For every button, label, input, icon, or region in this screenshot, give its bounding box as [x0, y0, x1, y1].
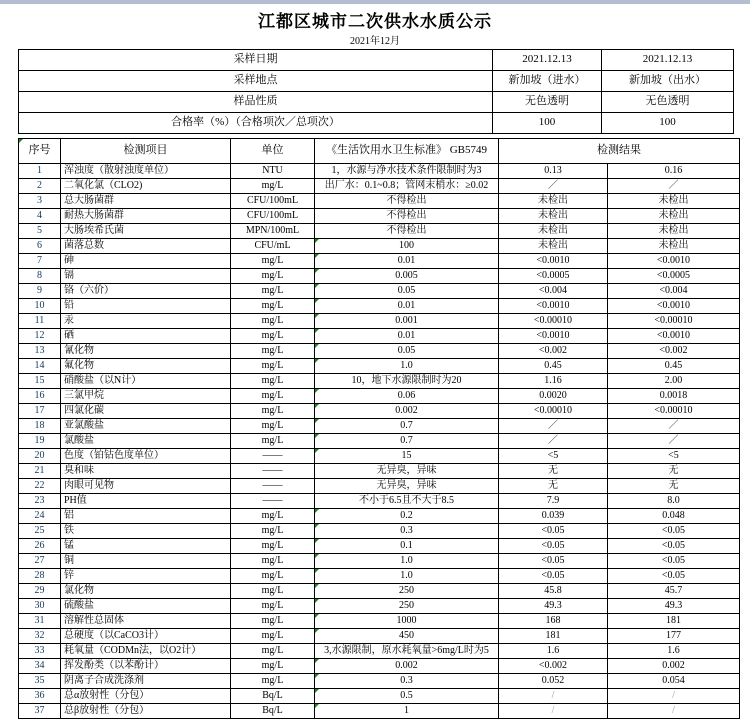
unit-cell: CFU/100mL — [231, 194, 315, 209]
item-name-cell: 肉眼可见物 — [61, 479, 231, 494]
info-value-inlet: 无色透明 — [493, 92, 602, 113]
row-number-cell: 20 — [19, 449, 61, 464]
result-outlet-cell: 45.7 — [608, 584, 740, 599]
unit-cell: mg/L — [231, 539, 315, 554]
result-inlet-cell: <0.00010 — [499, 404, 608, 419]
row-number-cell: 10 — [19, 299, 61, 314]
table-row — [19, 344, 740, 359]
table-row — [19, 164, 740, 179]
sample-info-table — [18, 49, 734, 134]
table-row — [19, 434, 740, 449]
result-outlet-cell: <0.05 — [608, 554, 740, 569]
standard-cell: 0.7 — [315, 419, 499, 434]
header-test-result: 检测结果 — [499, 139, 740, 164]
result-inlet-cell: 0.039 — [499, 509, 608, 524]
result-inlet-cell: <0.05 — [499, 539, 608, 554]
item-name-cell: 总α放射性（分包） — [61, 689, 231, 704]
standard-cell: 1 — [315, 704, 499, 719]
result-outlet-cell: 未检出 — [608, 239, 740, 254]
table-row — [19, 659, 740, 674]
item-name-cell: 耐热大肠菌群 — [61, 209, 231, 224]
standard-cell: 450 — [315, 629, 499, 644]
unit-cell: mg/L — [231, 344, 315, 359]
result-outlet-cell: ／ — [608, 434, 740, 449]
standard-cell: 出厂水：0.1~0.8；管网末梢水：≥0.02 — [315, 179, 499, 194]
result-inlet-cell: 1.16 — [499, 374, 608, 389]
item-name-cell: 氟化物 — [61, 359, 231, 374]
result-outlet-cell: 无 — [608, 464, 740, 479]
result-inlet-cell: 无 — [499, 479, 608, 494]
result-outlet-cell: <0.05 — [608, 524, 740, 539]
standard-cell: 1.0 — [315, 569, 499, 584]
item-name-cell: 四氯化碳 — [61, 404, 231, 419]
unit-cell: mg/L — [231, 584, 315, 599]
table-row — [19, 254, 740, 269]
table-row — [19, 329, 740, 344]
result-outlet-cell: 2.00 — [608, 374, 740, 389]
info-label: 合格率（%）（合格项次／总项次） — [19, 113, 493, 134]
result-outlet-cell: <0.00010 — [608, 314, 740, 329]
result-outlet-cell: 8.0 — [608, 494, 740, 509]
unit-cell: mg/L — [231, 674, 315, 689]
result-outlet-cell: <0.002 — [608, 344, 740, 359]
table-row — [19, 284, 740, 299]
result-inlet-cell: <0.0010 — [499, 254, 608, 269]
standard-cell: 10，地下水源限制时为20 — [315, 374, 499, 389]
row-number-cell: 8 — [19, 269, 61, 284]
standard-cell: 0.3 — [315, 674, 499, 689]
standard-cell: 无异臭，异味 — [315, 464, 499, 479]
result-inlet-cell: <0.05 — [499, 524, 608, 539]
standard-cell: 0.05 — [315, 284, 499, 299]
result-outlet-cell: <0.0010 — [608, 329, 740, 344]
row-number-cell: 4 — [19, 209, 61, 224]
item-name-cell: 总大肠菌群 — [61, 194, 231, 209]
row-number-cell: 6 — [19, 239, 61, 254]
result-outlet-cell: <0.0010 — [608, 299, 740, 314]
test-results-table — [18, 138, 740, 719]
table-row — [19, 374, 740, 389]
row-number-cell: 30 — [19, 599, 61, 614]
result-inlet-cell: / — [499, 689, 608, 704]
row-number-cell: 33 — [19, 644, 61, 659]
item-name-cell: 溶解性总固体 — [61, 614, 231, 629]
standard-cell: 1.0 — [315, 359, 499, 374]
unit-cell: —— — [231, 464, 315, 479]
result-inlet-cell: <0.004 — [499, 284, 608, 299]
table-row — [19, 524, 740, 539]
result-inlet-cell: 0.13 — [499, 164, 608, 179]
info-label: 采样日期 — [19, 50, 493, 71]
unit-cell: mg/L — [231, 404, 315, 419]
result-inlet-cell: 未检出 — [499, 224, 608, 239]
item-name-cell: 氰化物 — [61, 344, 231, 359]
unit-cell: —— — [231, 449, 315, 464]
table-row — [19, 629, 740, 644]
item-name-cell: 硝酸盐（以N计） — [61, 374, 231, 389]
standard-cell: 0.001 — [315, 314, 499, 329]
result-inlet-cell: ／ — [499, 179, 608, 194]
result-outlet-cell: <0.05 — [608, 569, 740, 584]
table-row — [19, 674, 740, 689]
info-row-sample-date — [19, 50, 734, 71]
row-number-cell: 34 — [19, 659, 61, 674]
result-outlet-cell: 177 — [608, 629, 740, 644]
page-subtitle: 2021年12月 — [350, 36, 400, 47]
unit-cell: mg/L — [231, 359, 315, 374]
item-name-cell: 色度（铂钴色度单位） — [61, 449, 231, 464]
item-name-cell: 镉 — [61, 269, 231, 284]
row-number-cell: 2 — [19, 179, 61, 194]
row-number-cell: 36 — [19, 689, 61, 704]
table-row — [19, 449, 740, 464]
standard-cell: 0.3 — [315, 524, 499, 539]
standard-cell: 0.01 — [315, 329, 499, 344]
unit-cell: NTU — [231, 164, 315, 179]
unit-cell: mg/L — [231, 524, 315, 539]
item-name-cell: 铁 — [61, 524, 231, 539]
result-outlet-cell: <0.0010 — [608, 254, 740, 269]
result-outlet-cell: 1.6 — [608, 644, 740, 659]
unit-cell: CFU/100mL — [231, 209, 315, 224]
standard-cell: 3,水源限制，原水耗氧量>6mg/L时为5 — [315, 644, 499, 659]
item-name-cell: 浑浊度（散射浊度单位） — [61, 164, 231, 179]
result-outlet-cell: ／ — [608, 179, 740, 194]
result-inlet-cell: <0.002 — [499, 659, 608, 674]
info-row-sample-location — [19, 71, 734, 92]
result-outlet-cell: 0.002 — [608, 659, 740, 674]
result-inlet-cell: 0.45 — [499, 359, 608, 374]
main-table-body — [19, 139, 740, 719]
result-outlet-cell: 0.048 — [608, 509, 740, 524]
result-outlet-cell: 0.16 — [608, 164, 740, 179]
standard-cell: 0.002 — [315, 404, 499, 419]
table-row — [19, 554, 740, 569]
row-number-cell: 22 — [19, 479, 61, 494]
result-inlet-cell: 168 — [499, 614, 608, 629]
item-name-cell: 耗氧量（CODMn法，以O2计） — [61, 644, 231, 659]
unit-cell: mg/L — [231, 314, 315, 329]
result-outlet-cell: 49.3 — [608, 599, 740, 614]
table-row — [19, 494, 740, 509]
row-number-cell: 12 — [19, 329, 61, 344]
table-row — [19, 704, 740, 719]
standard-cell: 0.005 — [315, 269, 499, 284]
table-row — [19, 644, 740, 659]
result-inlet-cell: 7.9 — [499, 494, 608, 509]
table-row — [19, 464, 740, 479]
item-name-cell: 锰 — [61, 539, 231, 554]
row-number-cell: 7 — [19, 254, 61, 269]
row-number-cell: 26 — [19, 539, 61, 554]
row-number-cell: 29 — [19, 584, 61, 599]
unit-cell: mg/L — [231, 299, 315, 314]
row-number-cell: 14 — [19, 359, 61, 374]
result-outlet-cell: <0.00010 — [608, 404, 740, 419]
result-inlet-cell: ／ — [499, 419, 608, 434]
item-name-cell: 二氧化氯（CLO2) — [61, 179, 231, 194]
unit-cell: mg/L — [231, 614, 315, 629]
result-outlet-cell: 0.0018 — [608, 389, 740, 404]
result-inlet-cell: <0.0010 — [499, 329, 608, 344]
row-number-cell: 21 — [19, 464, 61, 479]
info-value-inlet: 100 — [493, 113, 602, 134]
header-unit: 单位 — [231, 139, 315, 164]
result-outlet-cell: / — [608, 689, 740, 704]
standard-cell: 不得检出 — [315, 194, 499, 209]
header-standard: 《生活饮用水卫生标准》 GB5749 — [315, 139, 499, 164]
result-inlet-cell: <0.002 — [499, 344, 608, 359]
result-outlet-cell: 0.054 — [608, 674, 740, 689]
standard-cell: 不小于6.5且不大于8.5 — [315, 494, 499, 509]
row-number-cell: 15 — [19, 374, 61, 389]
unit-cell: —— — [231, 479, 315, 494]
unit-cell: mg/L — [231, 659, 315, 674]
unit-cell: mg/L — [231, 374, 315, 389]
result-inlet-cell: 0.0020 — [499, 389, 608, 404]
item-name-cell: 铬（六价） — [61, 284, 231, 299]
row-number-cell: 17 — [19, 404, 61, 419]
standard-cell: 0.2 — [315, 509, 499, 524]
result-inlet-cell: <0.00010 — [499, 314, 608, 329]
item-name-cell: 总硬度（以CaCO3计） — [61, 629, 231, 644]
result-outlet-cell: 无 — [608, 479, 740, 494]
unit-cell: mg/L — [231, 179, 315, 194]
result-outlet-cell: <5 — [608, 449, 740, 464]
result-inlet-cell: 45.8 — [499, 584, 608, 599]
result-inlet-cell: 1.6 — [499, 644, 608, 659]
standard-cell: 0.002 — [315, 659, 499, 674]
result-outlet-cell: 未检出 — [608, 209, 740, 224]
item-name-cell: 硫酸盐 — [61, 599, 231, 614]
row-number-cell: 1 — [19, 164, 61, 179]
result-inlet-cell: <5 — [499, 449, 608, 464]
table-row — [19, 584, 740, 599]
row-number-cell: 35 — [19, 674, 61, 689]
row-number-cell: 31 — [19, 614, 61, 629]
unit-cell: mg/L — [231, 254, 315, 269]
result-inlet-cell: <0.0005 — [499, 269, 608, 284]
table-row — [19, 314, 740, 329]
item-name-cell: 氯化物 — [61, 584, 231, 599]
result-outlet-cell: <0.05 — [608, 539, 740, 554]
unit-cell: mg/L — [231, 389, 315, 404]
item-name-cell: 三氯甲烷 — [61, 389, 231, 404]
item-name-cell: 铜 — [61, 554, 231, 569]
page-title: 江都区城市二次供水水质公示 — [258, 12, 492, 31]
table-row — [19, 194, 740, 209]
result-inlet-cell: 无 — [499, 464, 608, 479]
standard-cell: 250 — [315, 599, 499, 614]
item-name-cell: 总β放射性（分包） — [61, 704, 231, 719]
standard-cell: 0.01 — [315, 299, 499, 314]
result-inlet-cell: <0.05 — [499, 569, 608, 584]
result-outlet-cell: 未检出 — [608, 194, 740, 209]
info-label: 采样地点 — [19, 71, 493, 92]
result-outlet-cell: 未检出 — [608, 224, 740, 239]
table-row — [19, 359, 740, 374]
item-name-cell: 挥发酚类（以苯酚计） — [61, 659, 231, 674]
item-name-cell: 锌 — [61, 569, 231, 584]
table-row — [19, 209, 740, 224]
result-inlet-cell: 未检出 — [499, 194, 608, 209]
info-value-inlet: 2021.12.13 — [493, 50, 602, 71]
unit-cell: mg/L — [231, 599, 315, 614]
table-row — [19, 689, 740, 704]
result-inlet-cell: 未检出 — [499, 209, 608, 224]
unit-cell: mg/L — [231, 644, 315, 659]
standard-cell: 1.0 — [315, 554, 499, 569]
row-number-cell: 25 — [19, 524, 61, 539]
unit-cell: mg/L — [231, 569, 315, 584]
header-row-number: 序号 — [19, 139, 61, 164]
unit-cell: Bq/L — [231, 704, 315, 719]
row-number-cell: 9 — [19, 284, 61, 299]
result-outlet-cell: 181 — [608, 614, 740, 629]
result-inlet-cell: 0.052 — [499, 674, 608, 689]
item-name-cell: 铅 — [61, 299, 231, 314]
standard-cell: 100 — [315, 239, 499, 254]
result-outlet-cell: ／ — [608, 419, 740, 434]
unit-cell: Bq/L — [231, 689, 315, 704]
info-label: 样品性质 — [19, 92, 493, 113]
table-row — [19, 269, 740, 284]
row-number-cell: 5 — [19, 224, 61, 239]
unit-cell: MPN/100mL — [231, 224, 315, 239]
standard-cell: 1，水源与净水技术条件限制时为3 — [315, 164, 499, 179]
standard-cell: 0.01 — [315, 254, 499, 269]
item-name-cell: 大肠埃希氏菌 — [61, 224, 231, 239]
unit-cell: CFU/mL — [231, 239, 315, 254]
unit-cell: mg/L — [231, 629, 315, 644]
standard-cell: 250 — [315, 584, 499, 599]
table-row — [19, 569, 740, 584]
row-number-cell: 3 — [19, 194, 61, 209]
item-name-cell: 铝 — [61, 509, 231, 524]
item-name-cell: 汞 — [61, 314, 231, 329]
unit-cell: mg/L — [231, 434, 315, 449]
standard-cell: 0.7 — [315, 434, 499, 449]
info-row-sample-nature — [19, 92, 734, 113]
table-row — [19, 419, 740, 434]
result-inlet-cell: 未检出 — [499, 239, 608, 254]
info-value-inlet: 新加坡（进水） — [493, 71, 602, 92]
item-name-cell: 阴离子合成洗涤剂 — [61, 674, 231, 689]
result-inlet-cell: <0.05 — [499, 554, 608, 569]
unit-cell: mg/L — [231, 329, 315, 344]
table-row — [19, 479, 740, 494]
standard-cell: 0.06 — [315, 389, 499, 404]
row-number-cell: 11 — [19, 314, 61, 329]
row-number-cell: 32 — [19, 629, 61, 644]
result-outlet-cell: / — [608, 704, 740, 719]
row-number-cell: 18 — [19, 419, 61, 434]
result-inlet-cell: 181 — [499, 629, 608, 644]
result-outlet-cell: <0.004 — [608, 284, 740, 299]
unit-cell: mg/L — [231, 554, 315, 569]
table-header-row — [19, 139, 740, 164]
result-inlet-cell: ／ — [499, 434, 608, 449]
standard-cell: 不得检出 — [315, 224, 499, 239]
row-number-cell: 24 — [19, 509, 61, 524]
table-row — [19, 509, 740, 524]
standard-cell: 0.1 — [315, 539, 499, 554]
table-row — [19, 224, 740, 239]
row-number-cell: 37 — [19, 704, 61, 719]
item-name-cell: 氯酸盐 — [61, 434, 231, 449]
row-number-cell: 28 — [19, 569, 61, 584]
item-name-cell: PH值 — [61, 494, 231, 509]
row-number-cell: 23 — [19, 494, 61, 509]
header-test-item: 检测项目 — [61, 139, 231, 164]
standard-cell: 0.5 — [315, 689, 499, 704]
result-inlet-cell: / — [499, 704, 608, 719]
unit-cell: mg/L — [231, 509, 315, 524]
row-number-cell: 27 — [19, 554, 61, 569]
item-name-cell: 菌落总数 — [61, 239, 231, 254]
standard-cell: 不得检出 — [315, 209, 499, 224]
table-row — [19, 389, 740, 404]
standard-cell: 1000 — [315, 614, 499, 629]
info-row-pass-rate — [19, 113, 734, 134]
result-inlet-cell: <0.0010 — [499, 299, 608, 314]
info-value-outlet: 2021.12.13 — [602, 50, 734, 71]
standard-cell: 0.05 — [315, 344, 499, 359]
row-number-cell: 16 — [19, 389, 61, 404]
result-outlet-cell: 0.45 — [608, 359, 740, 374]
table-row — [19, 539, 740, 554]
standard-cell: 无异臭，异味 — [315, 479, 499, 494]
table-row — [19, 404, 740, 419]
result-outlet-cell: <0.0005 — [608, 269, 740, 284]
table-row — [19, 179, 740, 194]
item-name-cell: 亚氯酸盐 — [61, 419, 231, 434]
info-value-outlet: 100 — [602, 113, 734, 134]
row-number-cell: 19 — [19, 434, 61, 449]
window-top-bar — [0, 0, 750, 4]
table-row — [19, 599, 740, 614]
standard-cell: 15 — [315, 449, 499, 464]
item-name-cell: 砷 — [61, 254, 231, 269]
item-name-cell: 硒 — [61, 329, 231, 344]
item-name-cell: 臭和味 — [61, 464, 231, 479]
table-row — [19, 614, 740, 629]
result-inlet-cell: 49.3 — [499, 599, 608, 614]
table-row — [19, 239, 740, 254]
info-value-outlet: 新加坡（出水） — [602, 71, 734, 92]
unit-cell: mg/L — [231, 269, 315, 284]
info-value-outlet: 无色透明 — [602, 92, 734, 113]
unit-cell: mg/L — [231, 419, 315, 434]
unit-cell: —— — [231, 494, 315, 509]
unit-cell: mg/L — [231, 284, 315, 299]
row-number-cell: 13 — [19, 344, 61, 359]
table-row — [19, 299, 740, 314]
